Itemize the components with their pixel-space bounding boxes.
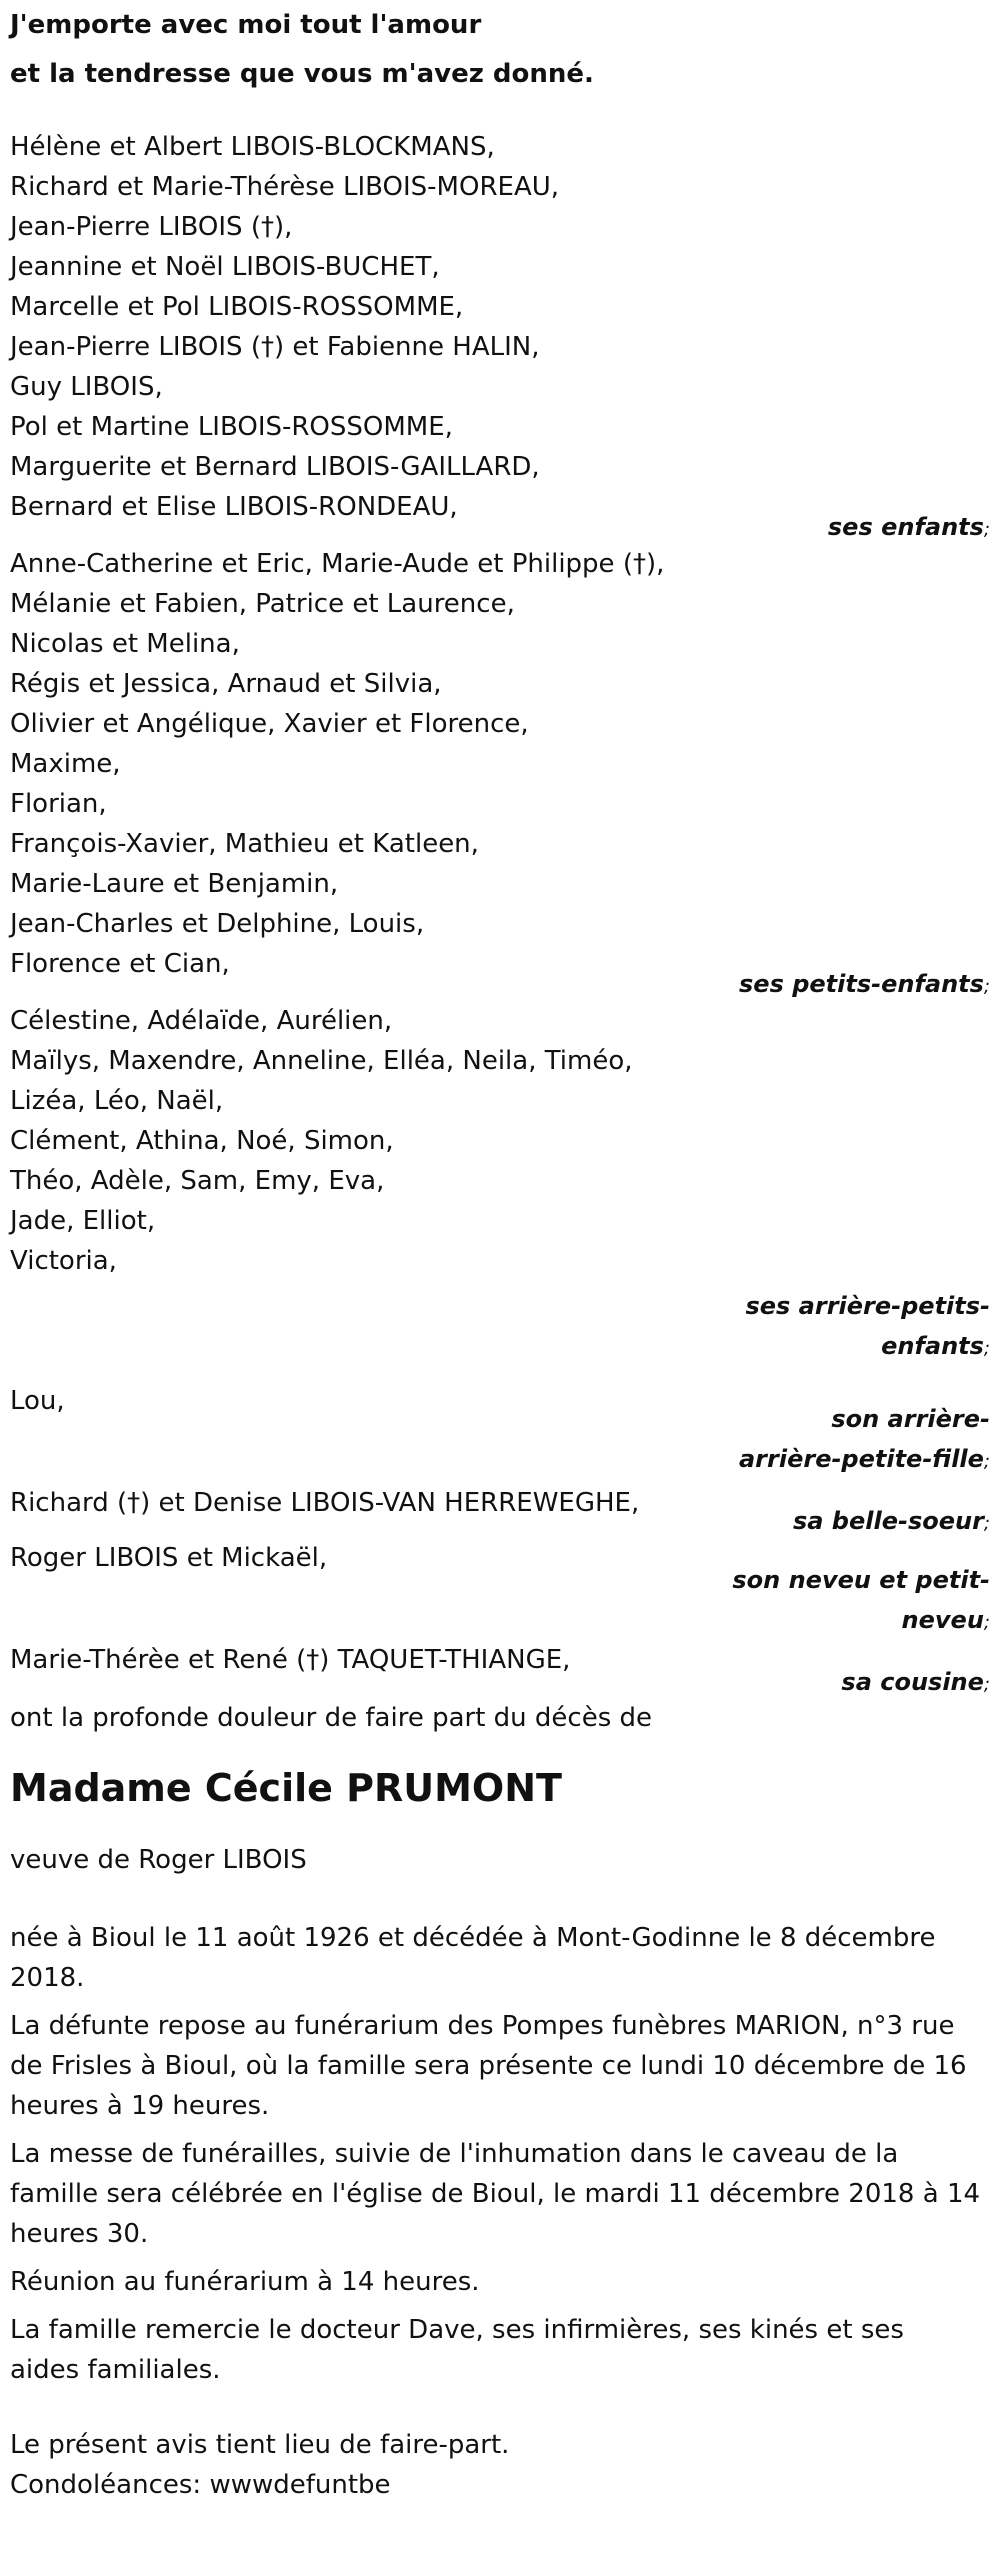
relation-separator: ; [983, 1338, 990, 1359]
text-line: née à Bioul le 11 août 1926 et décédée à Mont-Godinne le 8 décembre [10, 1923, 936, 1953]
family-line: Jean-Pierre LIBOIS (†) et Fabienne HALIN, [10, 332, 540, 362]
family-line: Lou, [10, 1386, 65, 1416]
text-line: aides familiales. [10, 2355, 221, 2385]
deceased-name: Madame Cécile PRUMONT [10, 1766, 562, 1810]
relation-text: neveu [901, 1606, 984, 1634]
text-line: La défunte repose au funérarium des Pompes funèbres MARION, n°3 rue [10, 2011, 955, 2041]
relation-separator: ; [983, 1451, 990, 1472]
relation-label [690, 1286, 990, 1369]
relation-label [690, 1399, 990, 1482]
obituary-page [10, 0, 990, 2505]
mass-text [10, 2134, 990, 2254]
family-line: Célestine, Adélaïde, Aurélien, [10, 1006, 393, 1036]
relation-text: enfants [881, 1332, 984, 1360]
text-line: Réunion au funérarium à 14 heures. [10, 2267, 480, 2297]
relation-text: ses enfants [827, 513, 984, 541]
epigraph-line: et la tendresse que vous m'avez donné. [10, 59, 594, 89]
condolences-text: Condoléances: wwwdefuntbe [10, 2470, 391, 2500]
family-line: Maxime, [10, 749, 121, 779]
relation-text: ses arrière-petits- [745, 1292, 990, 1320]
text-line: heures à 19 heures. [10, 2091, 270, 2121]
reunion-text [10, 2262, 990, 2302]
text-line: de Frisles à Bioul, où la famille sera présente ce lundi 10 décembre de 16 [10, 2051, 967, 2081]
family-line: Marie-Thérèe et René (†) TAQUET-THIANGE, [10, 1645, 571, 1675]
announcement-text: ont la profonde douleur de faire part du décès de [10, 1703, 653, 1733]
family-line: Anne-Catherine et Eric, Marie-Aude et Philippe (†), [10, 549, 665, 579]
family-line: Richard et Marie-Thérèse LIBOIS-MOREAU, [10, 172, 560, 202]
family-line: Régis et Jessica, Arnaud et Silvia, [10, 669, 442, 699]
family-line: Jean-Charles et Delphine, Louis, [10, 909, 425, 939]
family-group-grandchildren [10, 544, 990, 1001]
family-line: Lizéa, Léo, Naël, [10, 1086, 224, 1116]
family-line: Mélanie et Fabien, Patrice et Laurence, [10, 589, 515, 619]
funerarium-text [10, 2006, 990, 2126]
relation-separator: ; [983, 976, 990, 997]
family-line: Florian, [10, 789, 107, 819]
family-line: Roger LIBOIS et Mickaël, [10, 1543, 328, 1573]
epigraph [10, 1, 990, 99]
family-line: François-Xavier, Mathieu et Katleen, [10, 829, 479, 859]
family-line: Nicolas et Melina, [10, 629, 240, 659]
family-line: Richard (†) et Denise LIBOIS-VAN HERREWEGHE, [10, 1488, 640, 1518]
family-group-children [10, 127, 990, 544]
text-line: famille sera célébrée en l'église de Bioul, le mardi 11 décembre 2018 à 14 [10, 2179, 981, 2209]
family-line: Guy LIBOIS, [10, 372, 163, 402]
family-line: Jean-Pierre LIBOIS (†), [10, 212, 293, 242]
text-line: La famille remercie le docteur Dave, ses infirmières, ses kinés et ses [10, 2315, 904, 2345]
family-line: Jade, Elliot, [10, 1206, 156, 1236]
family-line: Pol et Martine LIBOIS-ROSSOMME, [10, 412, 453, 442]
family-line: Marcelle et Pol LIBOIS-ROSSOMME, [10, 292, 464, 322]
family-line: Théo, Adèle, Sam, Emy, Eva, [10, 1166, 385, 1196]
family-line: Marie-Laure et Benjamin, [10, 869, 339, 899]
relation-label [690, 1662, 990, 1705]
text-line: 2018. [10, 1963, 85, 1993]
relation-separator: ; [983, 1674, 990, 1695]
family-group-sister-in-law [10, 1483, 990, 1538]
family-group-cousin [10, 1640, 990, 1698]
family-line: Jeannine et Noël LIBOIS-BUCHET, [10, 252, 440, 282]
relation-separator: ; [983, 1513, 990, 1534]
family-line: Clément, Athina, Noé, Simon, [10, 1126, 394, 1156]
relation-text: son arrière- [831, 1405, 990, 1433]
family-group-nephew [10, 1538, 990, 1640]
widow-of-text: veuve de Roger LIBOIS [10, 1845, 307, 1875]
birth-death-text [10, 1918, 990, 1998]
family-group-great-great-granddaughter [10, 1381, 990, 1483]
family-line: Florence et Cian, [10, 949, 230, 979]
family-line: Marguerite et Bernard LIBOIS-GAILLARD, [10, 452, 540, 482]
text-line: La messe de funérailles, suivie de l'inhumation dans le caveau de la [10, 2139, 899, 2169]
relation-label [690, 1560, 990, 1643]
family-line: Olivier et Angélique, Xavier et Florence, [10, 709, 529, 739]
relation-separator: ; [983, 519, 990, 540]
relation-text: ses petits-enfants [739, 970, 984, 998]
relation-text: sa belle-soeur [792, 1507, 984, 1535]
family-line: Hélène et Albert LIBOIS-BLOCKMANS, [10, 132, 495, 162]
notice-text: Le présent avis tient lieu de faire-part. [10, 2430, 510, 2460]
thanks-text [10, 2310, 990, 2390]
family-line: Bernard et Elise LIBOIS-RONDEAU, [10, 492, 458, 522]
relation-text: arrière-petite-fille [738, 1445, 984, 1473]
family-line: Victoria, [10, 1246, 117, 1276]
relation-separator: ; [983, 1612, 990, 1633]
epigraph-line: J'emporte avec moi tout l'amour [10, 10, 482, 40]
relation-text: son neveu et petit- [732, 1566, 990, 1594]
text-line: heures 30. [10, 2219, 149, 2249]
relation-text: sa cousine [841, 1668, 984, 1696]
family-group-great-grandchildren [10, 1001, 990, 1381]
family-line: Maïlys, Maxendre, Anneline, Elléa, Neila, Timéo, [10, 1046, 633, 1076]
